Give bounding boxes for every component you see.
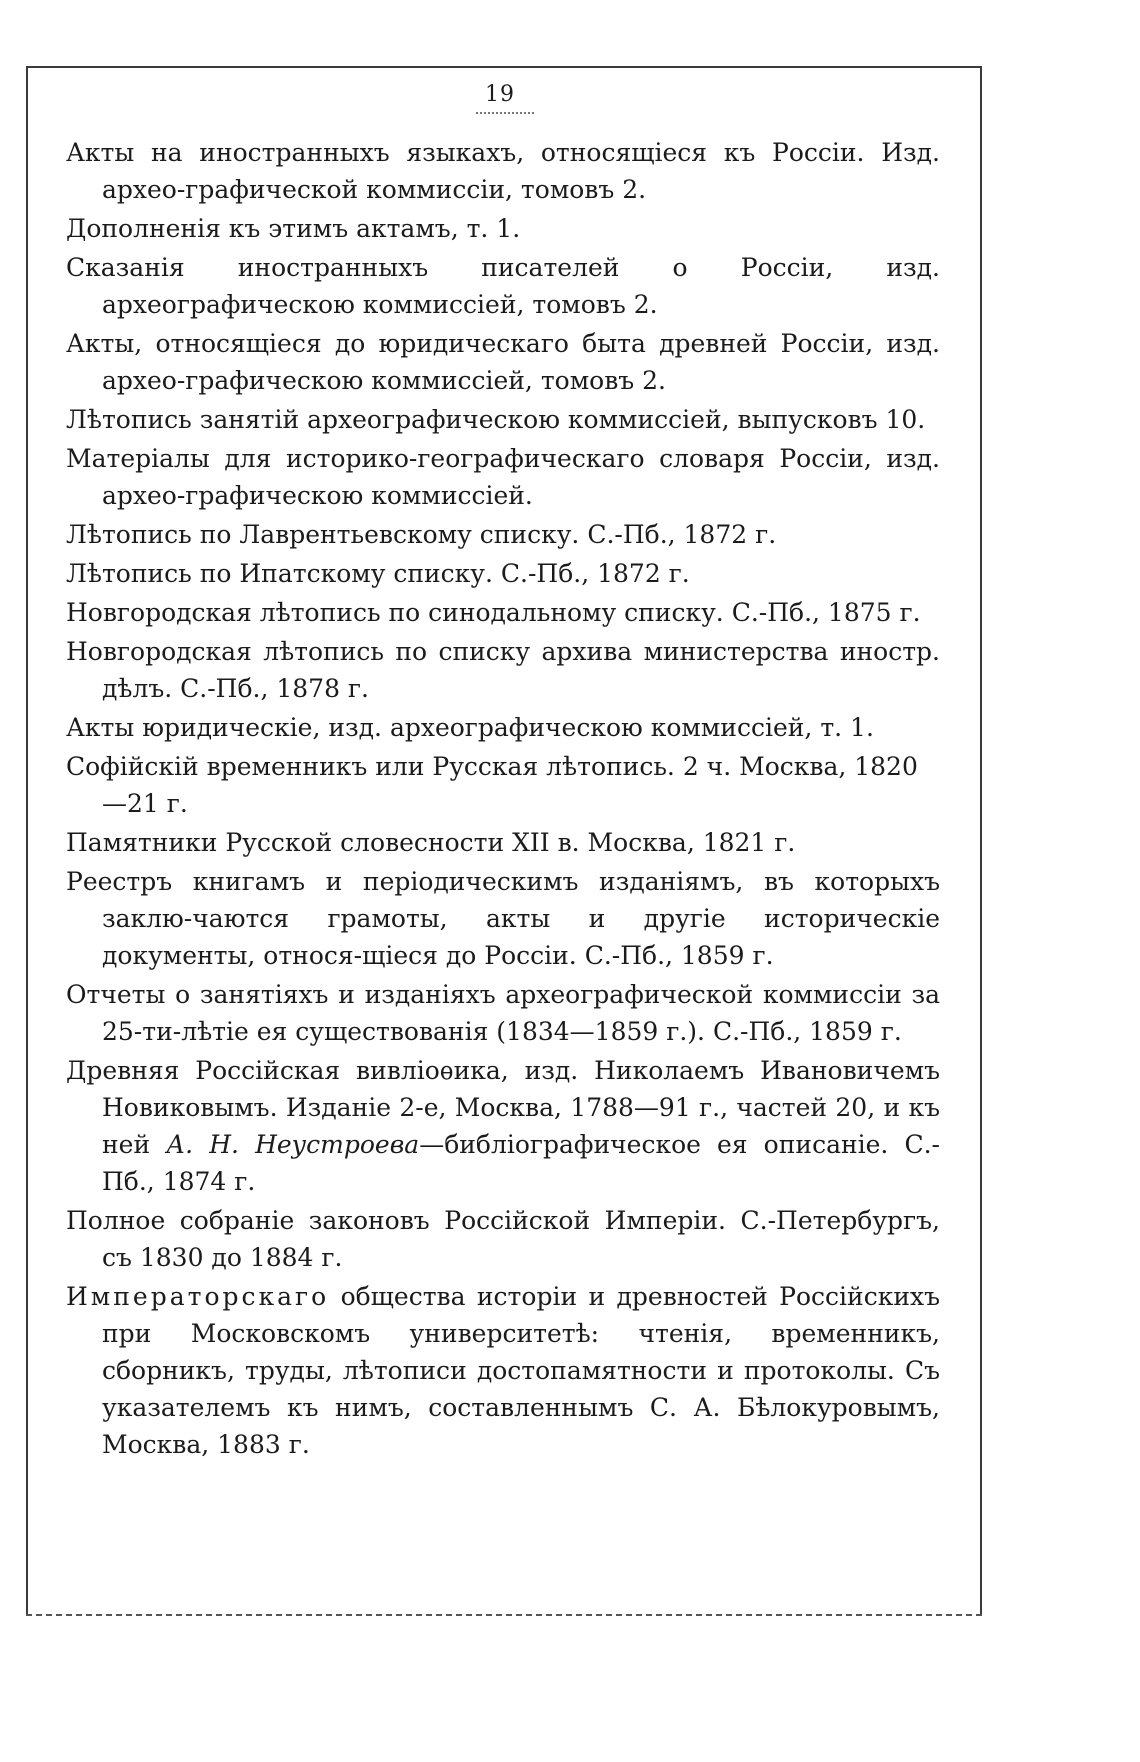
bibliography-entry: Реестръ книгамъ и періодическимъ изданіямъ, въ которыхъ заклю-чаются грамоты, акты и другіе историческіе документы, относя-щіеся до Россіи. С.-Пб., 1859 г. — [66, 867, 940, 970]
bibliography-entry: Дополненія къ этимъ актамъ, т. 1. — [66, 214, 521, 243]
entry-author-italic: А. Н. Неустроева — [166, 1130, 420, 1159]
bibliography-entry-library — [66, 1052, 940, 1200]
bibliography-entry: Лѣтопись по Ипатскому списку. С.-Пб., 1872 г. — [66, 559, 690, 588]
bibliography-entry: Новгородская лѣтопись по списку архива министерства иностр. дѣлъ. С.-Пб., 1878 г. — [66, 637, 940, 703]
bibliography-entry: Акты, относящіеся до юридическаго быта древней Россіи, изд. архео-графическою коммиссіей, томовъ 2. — [66, 329, 940, 395]
bibliography-entry: Новгородская лѣтопись по синодальному списку. С.-Пб., 1875 г. — [66, 598, 921, 627]
bibliography-entry-society — [66, 1278, 940, 1463]
page-number-underline — [476, 112, 534, 114]
entry-text: Древняя Россійская вивліоѳика, изд. Николаемъ Ивановичемъ Новиковымъ. Изданіе 2-е, Москва, 1788—91 г., частей 20, и къ ней — [66, 1056, 940, 1159]
bibliography-entry: Отчеты о занятіяхъ и изданіяхъ археографической коммиссіи за 25-ти-лѣтіе ея существованія (1834—1859 г.). С.-Пб., 1859 г. — [66, 980, 940, 1046]
page-frame-left-rule — [26, 66, 28, 1615]
bibliography-entry: Матеріалы для историко-географическаго словаря Россіи, изд. архео-графическою коммиссіей. — [66, 444, 940, 510]
bibliography-entry: Акты юридическіе, изд. археографическою коммиссіей, т. 1. — [66, 713, 874, 742]
bibliography-entry: Лѣтопись занятій археографическою коммиссіей, выпусковъ 10. — [66, 405, 926, 434]
page-frame-bottom-rule — [26, 1614, 982, 1616]
page-number: 19 — [485, 82, 515, 107]
bibliography-entry: Софійскій временникъ или Русская лѣтопись. 2 ч. Москва, 1820—21 г. — [66, 752, 918, 818]
entry-lead-spaced: Императорскаго — [66, 1282, 330, 1311]
entry-text: общества исторіи и древностей Россійскихъ при Московскомъ университетѣ: чтенія, временникъ, сборникъ, труды, лѣтописи достопамятности и протоколы. Съ указателемъ къ нимъ, составленнымъ С. А. Бѣлокуровымъ, Москва, 1883 г. — [102, 1282, 940, 1459]
bibliography-entry: Памятники Русской словесности XII в. Москва, 1821 г. — [66, 828, 796, 857]
entry-text: —библіографическое ея описаніе. С.-Пб., 1874 г. — [102, 1130, 940, 1196]
bibliography-entry: Лѣтопись по Лаврентьевскому списку. С.-Пб., 1872 г. — [66, 520, 777, 549]
bibliography-entry-laws: Полное собраніе законовъ Россійской Имперіи. С.-Петербургъ, съ 1830 до 1884 г. — [66, 1206, 940, 1272]
page-frame-top-rule — [26, 66, 982, 68]
bibliography-entry: Сказанія иностранныхъ писателей о Россіи, изд. археографическою коммиссіей, томовъ 2. — [66, 253, 940, 319]
bibliography-entry: Акты на иностранныхъ языкахъ, относящіеся къ Россіи. Изд. архео-графической коммиссіи, томовъ 2. — [66, 138, 940, 204]
scan-speck — [1004, 288, 1010, 290]
page-frame-right-rule — [980, 66, 982, 1615]
bibliography-list — [66, 134, 940, 1465]
